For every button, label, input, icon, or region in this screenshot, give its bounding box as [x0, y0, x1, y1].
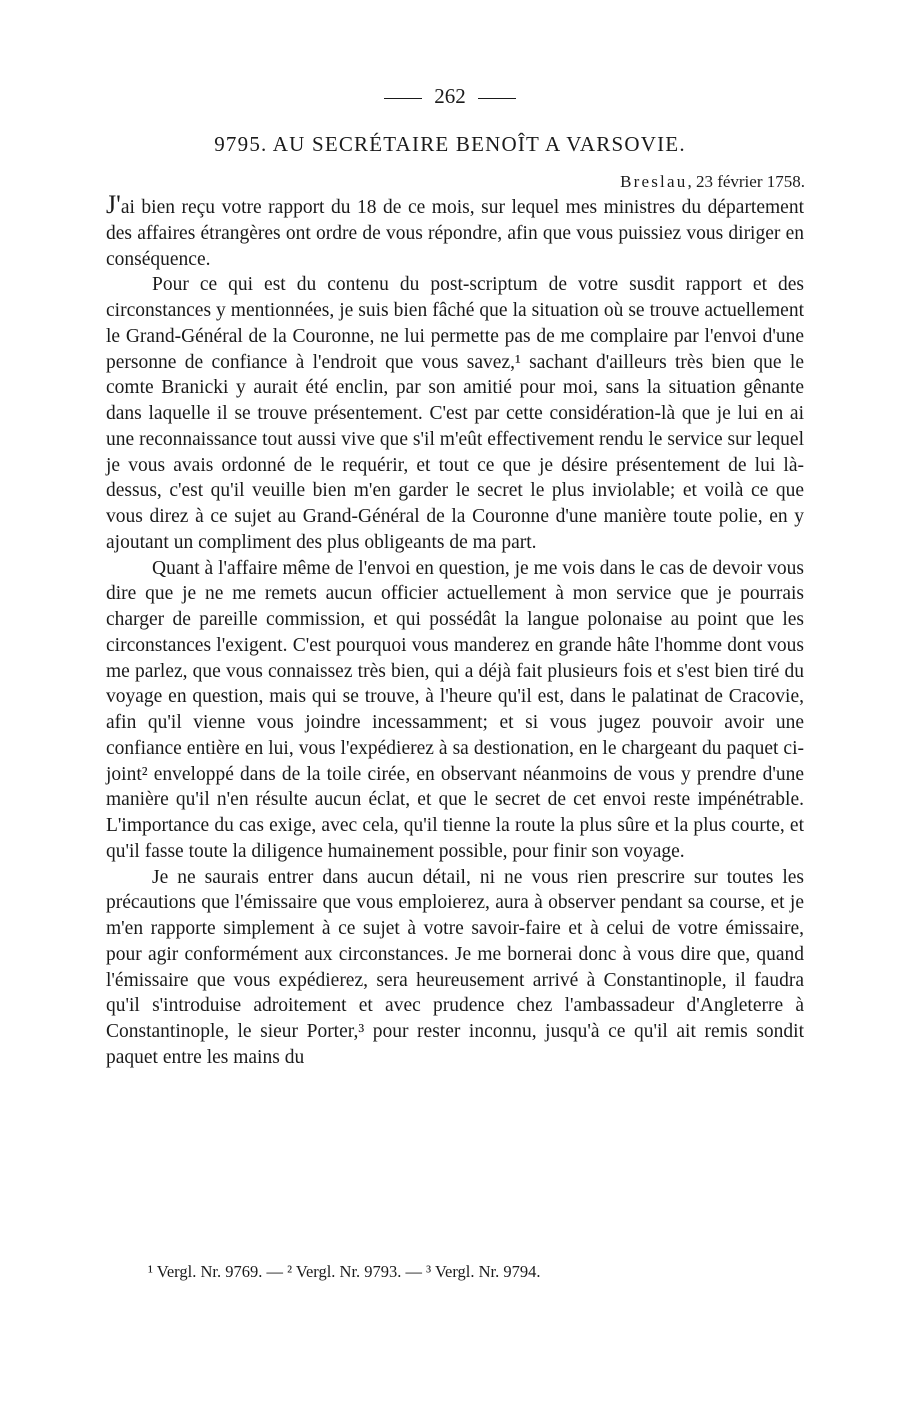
page-number-rule-left [384, 98, 422, 99]
dateline-place: Breslau [620, 172, 688, 191]
paragraph-2: Pour ce qui est du contenu du post-scriptum de votre susdit rapport et des circonstances y mentionnées, je suis bien fâché que la situation où se trouve actuellement le Grand-Général de la Couronne, ne lui permette pas de me complaire par l'envoi d'une personne de confiance à l'endroit que vous savez,¹ sachant d'ailleurs très bien que le comte Branicki y aurait été enclin, par son amitié pour moi, sans la situation gênante dans laquelle il se trouve présentement. C'est par cette considération-là que je lui en ai une reconnaissance tout aussi vive que s'il m'eût effectivement rendu le service sur lequel je vous avais ordonné de le requérir, et tout ce que je désire présentement de lui là-dessus, c'est qu'il veuille bien m'en garder le secret le plus inviolable; et voilà ce que vous direz à ce sujet au Grand-Général de la Couronne d'une manière toute polie, en y ajoutant un compliment des plus obligeants de ma part. [106, 274, 804, 553]
dateline-date: , 23 février 1758. [687, 172, 805, 191]
page-number [0, 84, 900, 108]
letter-title: 9795. AU SECRÉTAIRE BENOÎT A VARSOVIE. [214, 132, 686, 156]
letter-body [106, 192, 804, 1071]
paragraph-4: Je ne saurais entrer dans aucun détail, ni ne vous rien prescrire sur toutes les précautions que l'émissaire que vous emploierez, aura à observer pendant sa course, et je m'en rapporte simplement à ce sujet à votre savoir-faire et à celui de votre émissaire, pour agir conformément aux circonstances. Je me bornerai donc à vous dire que, quand l'émissaire que vous expédierez, sera heureusement arrivé à Constantinople, il faudra qu'il s'introduise adroitement et avec prudence chez l'ambassadeur d'Angleterre à Constantinople, le sieur Porter,³ pour rester inconnu, jusqu'à ce qu'il ait remis sondit paquet entre les mains du [106, 866, 804, 1068]
paragraph-1: J'ai bien reçu votre rapport du 18 de ce mois, sur lequel mes ministres du département des affaires étrangères ont ordre de vous répondre, afin que vous puissiez vous diriger en conséquence. [106, 190, 804, 270]
footnotes: ¹ Vergl. Nr. 9769. — ² Vergl. Nr. 9793. — ³ Vergl. Nr. 9794. [148, 1262, 541, 1281]
dateline [620, 170, 805, 194]
paragraph-3: Quant à l'affaire même de l'envoi en question, je me vois dans le cas de devoir vous dire que je ne me remets aucun officier actuellement à mon service que je pourrais charger de pareille commission, et qui possédât la langue polonaise au point que les circonstances l'exigent. C'est pourquoi vous manderez en grande hâte l'homme dont vous me parlez, que vous connaissez très bien, qui a déjà fait plusieurs fois et s'est bien tiré du voyage en question, mais qui se trouve, à l'heure qu'il est, dans le palatinat de Cracovie, afin qu'il vienne vous joindre incessamment; et si vous jugez pouvoir avoir une confiance entière en lui, vous l'expédierez à sa destionation, en le chargeant du paquet ci-joint² enveloppé dans de la toile cirée, en observant néanmoins de vous y prendre d'une manière qu'il n'en résulte aucun éclat, et que le secret de cet envoi reste impénétrable. L'importance du cas exige, avec cela, qu'il tienne la route la plus sûre et la plus courte, et qu'il fasse toute la diligence humainement possible, pour finir son voyage. [106, 557, 804, 862]
page-number-rule-right [478, 98, 516, 99]
page-number-text: 262 [434, 84, 466, 108]
